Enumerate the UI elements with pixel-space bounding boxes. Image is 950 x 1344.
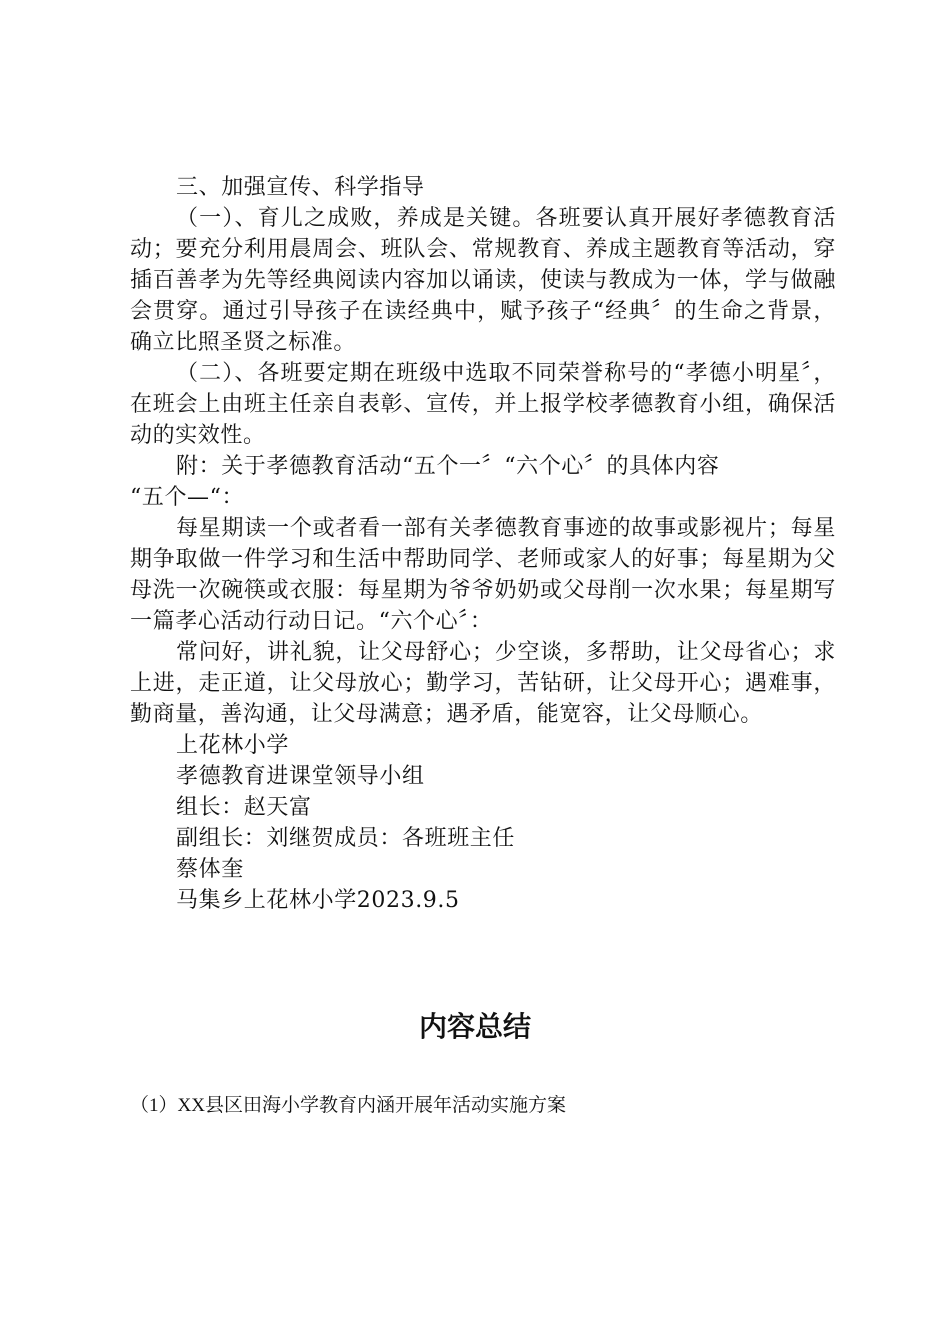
group-name: 孝德教育进课堂领导小组 [176, 764, 425, 789]
summary-item: （1）XX县区田海小学教育内涵开展年活动实施方案 [130, 1095, 566, 1116]
six-content: 常问好，讲礼貌，让父母舒心；少空谈，多帮助，让父母省心；求上进，走正道，让父母放心；勤学习，苦钻研，让父母开心；遇难事，勤商量，善沟通，让父母满意；遇矛盾，能宽容，让父母顺心。 [130, 640, 836, 727]
paragraph-2: （二）、各班要定期在班级中选取不同荣誉称号的“孝德小明星〞，在班会上由班主任亲自表彰、宣传，并上报学校孝德教育小组，确保活动的实效性。 [130, 361, 836, 448]
summary-title: 内容总结 [418, 1012, 531, 1043]
five-label: “五个—“： [130, 485, 245, 510]
signature-date: 马集乡上花林小学2023.9.5 [176, 888, 460, 913]
five-content: 每星期读一个或者看一部有关孝德教育事迹的故事或影视片；每星期争取做一件学习和生活中帮助同学、老师或家人的好事；每星期为父母洗一次碗筷或衣服：每星期为爷爷奶奶或父母削一次水果；每星期写一篇孝心活动行动日记。“六个心〞： [130, 516, 836, 634]
section-heading: 三、加强宣传、科学指导 [176, 175, 425, 200]
paragraph-1: （一）、育儿之成败，养成是关键。各班要认真开展好孝德教育活动；要充分利用晨周会、班队会、常规教育、养成主题教育等活动，穿插百善孝为先等经典阅读内容加以诵读，使读与教成为一体，学与做融会贯穿。通过引导孩子在读经典中，赋予孩子“经典〞的生命之背景，确立比照圣贤之标准。 [130, 206, 836, 355]
school-name: 上花林小学 [176, 733, 290, 758]
member-line: 蔡体奎 [176, 857, 244, 882]
document-body [130, 172, 836, 916]
appendix-title: 附：关于孝德教育活动“五个一〞“六个心〞的具体内容 [176, 454, 720, 479]
leader-line: 组长：赵天富 [176, 795, 312, 820]
deputy-line: 副组长：刘继贺成员：各班班主任 [176, 826, 516, 851]
